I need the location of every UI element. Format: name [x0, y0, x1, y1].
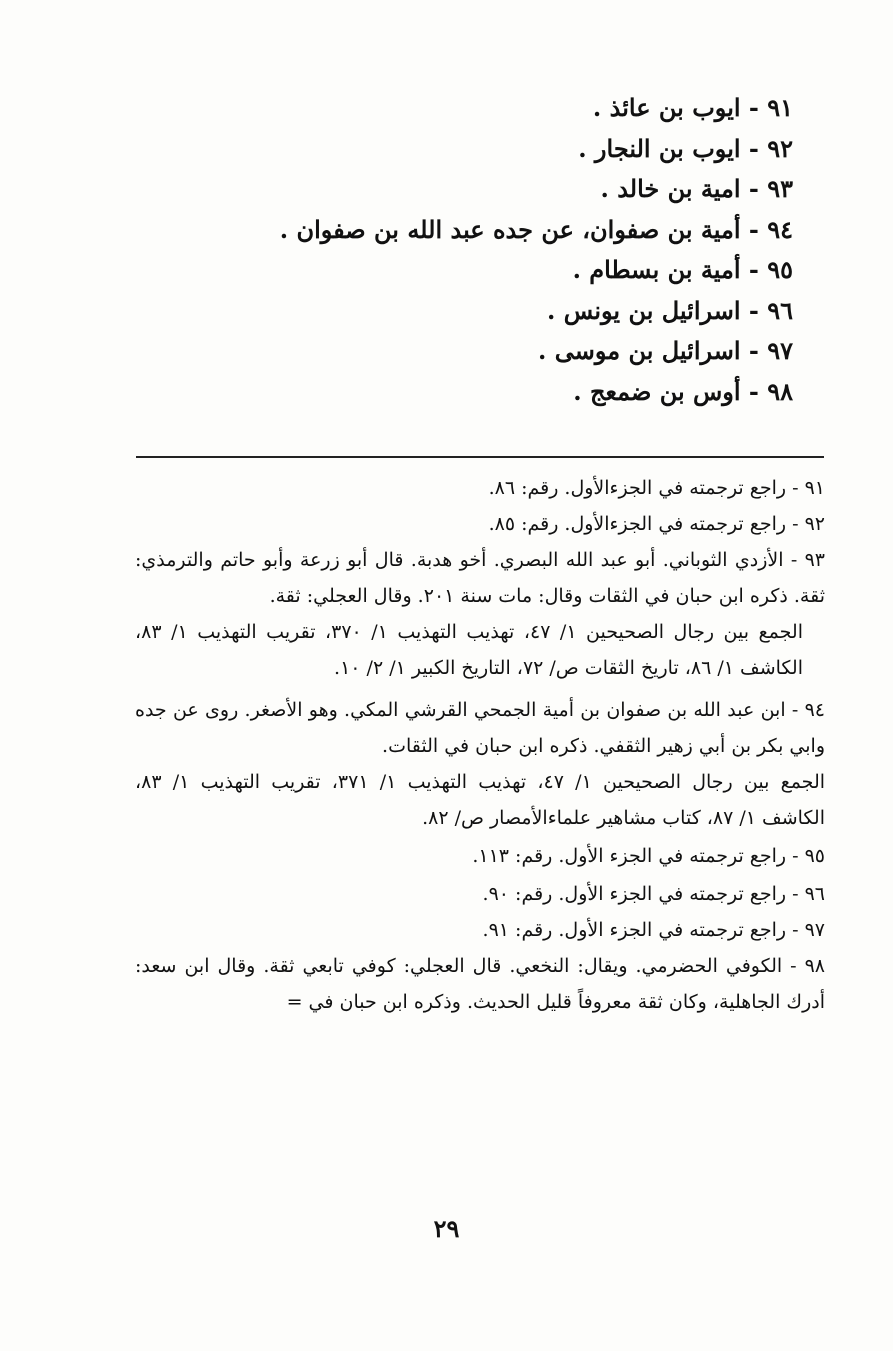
- footnote-94: [135, 692, 825, 836]
- list-item: ٩٧ - اسرائيل بن موسى .: [538, 336, 793, 365]
- footnote-text: ٩٤ - ابن عبد الله بن صفوان بن أمية الجمحي القرشي المكي. وهو الأصغر. روى عن جده وابي بكر بن أبي زهير الثقفي. ذكره ابن حبان في الثقات.: [135, 699, 825, 757]
- footnote-95: [135, 838, 825, 874]
- footnote-sources: الجمع بين رجال الصحيحين ١/ ٤٧، تهذيب التهذيب ١/ ٣٧٠، تقريب التهذيب ١/ ٨٣، الكاشف ١/ ٨٦، تاريخ الثقات ص/ ٧٢، التاريخ الكبير ١/ ٢/ ١٠.: [135, 621, 803, 679]
- list-item: ٩٥ - أمية بن بسطام .: [572, 255, 793, 284]
- footnote-96: [135, 876, 825, 912]
- footnote-text: ٩٧ - راجع ترجمته في الجزء الأول. رقم: ٩١.: [482, 919, 825, 941]
- footnote-text: ٩٥ - راجع ترجمته في الجزء الأول. رقم: ١١٣.: [472, 845, 825, 867]
- footnote-divider: [136, 456, 824, 458]
- footnote-text: ٩٣ - الأزدي الثوباني. أبو عبد الله البصري. أخو هدبة. قال أبو زرعة وأبو حاتم والترمذي: ثقة. ذكره ابن حبان في الثقات وقال: مات سنة ٢٠١. وقال العجلي: ثقة.: [135, 549, 825, 607]
- footnote-text: ٩١ - راجع ترجمته في الجزءالأول. رقم: ٨٦.: [488, 477, 825, 499]
- list-item: ٩٣ - امية بن خالد .: [600, 174, 793, 203]
- list-item: ٩١ - ايوب بن عائذ .: [592, 93, 793, 122]
- list-item: ٩٤ - أمية بن صفوان، عن جده عبد الله بن صفوان .: [279, 214, 793, 244]
- list-item: ٩٢ - ايوب بن النجار .: [578, 133, 793, 163]
- footnote-91: [135, 470, 825, 506]
- list-item: ٩٨ - أوس بن ضمعج .: [573, 376, 793, 406]
- footnote-97: [135, 912, 825, 948]
- footnote-93: [135, 542, 825, 686]
- narrator-list: [233, 88, 793, 412]
- list-item: ٩٦ - اسرائيل بن يونس .: [547, 295, 793, 325]
- footnote-sources: الجمع بين رجال الصحيحين ١/ ٤٧، تهذيب التهذيب ١/ ٣٧١، تقريب التهذيب ١/ ٨٣، الكاشف ١/ ٨٧، كتاب مشاهير علماءالأمصار ص/ ٨٢.: [135, 771, 826, 829]
- footnotes: [135, 470, 825, 1020]
- footnote-98: [135, 948, 825, 1020]
- footnote-text: ٩٦ - راجع ترجمته في الجزء الأول. رقم: ٩٠.: [482, 883, 825, 905]
- footnote-92: [135, 506, 825, 542]
- footnote-text: ٩٨ - الكوفي الحضرمي. ويقال: النخعي. قال العجلي: كوفي تابعي ثقة. وقال ابن سعد: أدرك الجاهلية، وكان ثقة معروفاً قليل الحديث. وذكره ابن حبان في =: [135, 955, 825, 1013]
- footnote-text: ٩٢ - راجع ترجمته في الجزءالأول. رقم: ٨٥.: [488, 513, 825, 535]
- page-number: ٢٩: [433, 1214, 460, 1243]
